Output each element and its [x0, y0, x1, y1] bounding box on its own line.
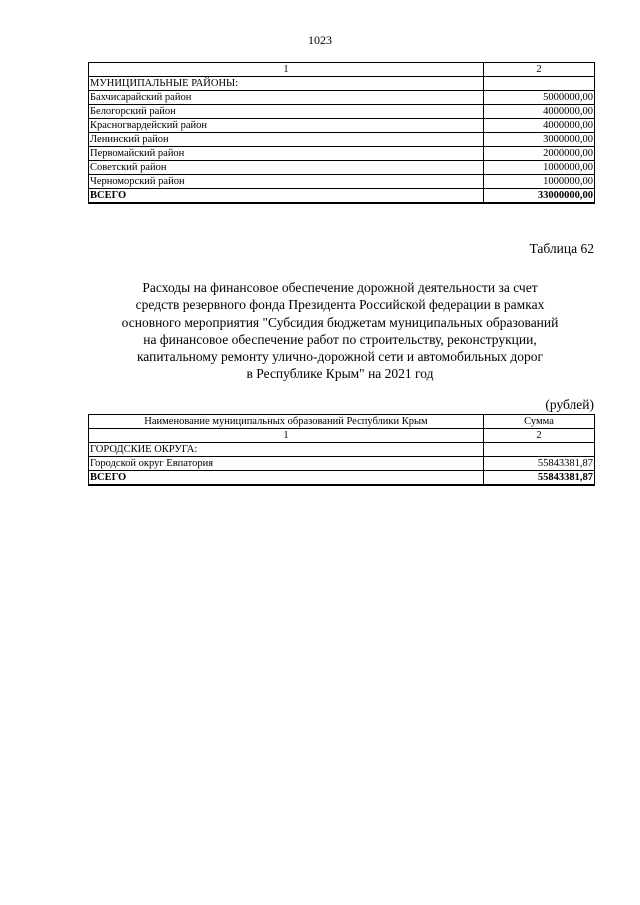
- header-amount: Сумма: [484, 415, 595, 429]
- row-amount: 5000000,00: [484, 91, 595, 105]
- row-name: Советский район: [89, 161, 484, 175]
- table-row: [89, 175, 595, 189]
- table-row: [89, 161, 595, 175]
- table-header-row: [89, 415, 595, 429]
- row-name: Первомайский район: [89, 147, 484, 161]
- row-amount: 1000000,00: [484, 175, 595, 189]
- total-label: ВСЕГО: [89, 189, 484, 204]
- table-row: [89, 91, 595, 105]
- table-label: Таблица 62: [529, 241, 594, 256]
- row-name: Черноморский район: [89, 175, 484, 189]
- header-name: Наименование муниципальных образований Республики Крым: [89, 415, 484, 429]
- table-column-numbers: [89, 63, 595, 77]
- table-city-districts: [88, 414, 595, 486]
- row-name: Красногвардейский район: [89, 119, 484, 133]
- column-number-1: 1: [89, 429, 484, 443]
- title-line: средств резервного фонда Президента Российской федерации в рамках: [135, 297, 545, 313]
- table-row: [89, 105, 595, 119]
- section-amount-empty: [484, 443, 595, 457]
- title-line: на финансовое обеспечение работ по строительству, реконструкции,: [143, 331, 537, 347]
- section-label: МУНИЦИПАЛЬНЫЕ РАЙОНЫ:: [89, 77, 484, 91]
- table-total-row: [89, 189, 595, 204]
- column-number-1: 1: [89, 63, 484, 77]
- row-name: Ленинский район: [89, 133, 484, 147]
- title-line: основного мероприятия "Субсидия бюджетам муниципальных образований: [121, 314, 559, 330]
- row-amount: 4000000,00: [484, 105, 595, 119]
- table-row: [89, 133, 595, 147]
- table-title: [80, 279, 600, 383]
- title-line: капитальному ремонту улично-дорожной сети и автомобильных дорог: [136, 349, 544, 365]
- row-name: Белогорский район: [89, 105, 484, 119]
- total-amount: 33000000,00: [484, 189, 595, 204]
- total-label: ВСЕГО: [89, 471, 484, 486]
- row-name: Городской округ Евпатория: [89, 457, 484, 471]
- column-number-2: 2: [484, 429, 595, 443]
- page-number: 1023: [308, 33, 332, 47]
- table-row: [89, 457, 595, 471]
- section-amount-empty: [484, 77, 595, 91]
- table-section-row: [89, 77, 595, 91]
- total-amount: 55843381,87: [484, 471, 595, 486]
- table-total-row: [89, 471, 595, 486]
- table-column-numbers: [89, 429, 595, 443]
- column-number-2: 2: [484, 63, 595, 77]
- title-line: в Республике Крым" на 2021 год: [246, 366, 434, 382]
- table-section-row: [89, 443, 595, 457]
- row-amount: 1000000,00: [484, 161, 595, 175]
- units-label: (рублей): [545, 397, 594, 412]
- title-line: Расходы на финансовое обеспечение дорожной деятельности за счет: [142, 280, 538, 295]
- row-name: Бахчисарайский район: [89, 91, 484, 105]
- table-row: [89, 147, 595, 161]
- row-amount: 4000000,00: [484, 119, 595, 133]
- table-municipal-districts: [88, 62, 595, 204]
- row-amount: 3000000,00: [484, 133, 595, 147]
- row-amount: 2000000,00: [484, 147, 595, 161]
- table-row: [89, 119, 595, 133]
- section-label: ГОРОДСКИЕ ОКРУГА:: [89, 443, 484, 457]
- row-amount: 55843381,87: [484, 457, 595, 471]
